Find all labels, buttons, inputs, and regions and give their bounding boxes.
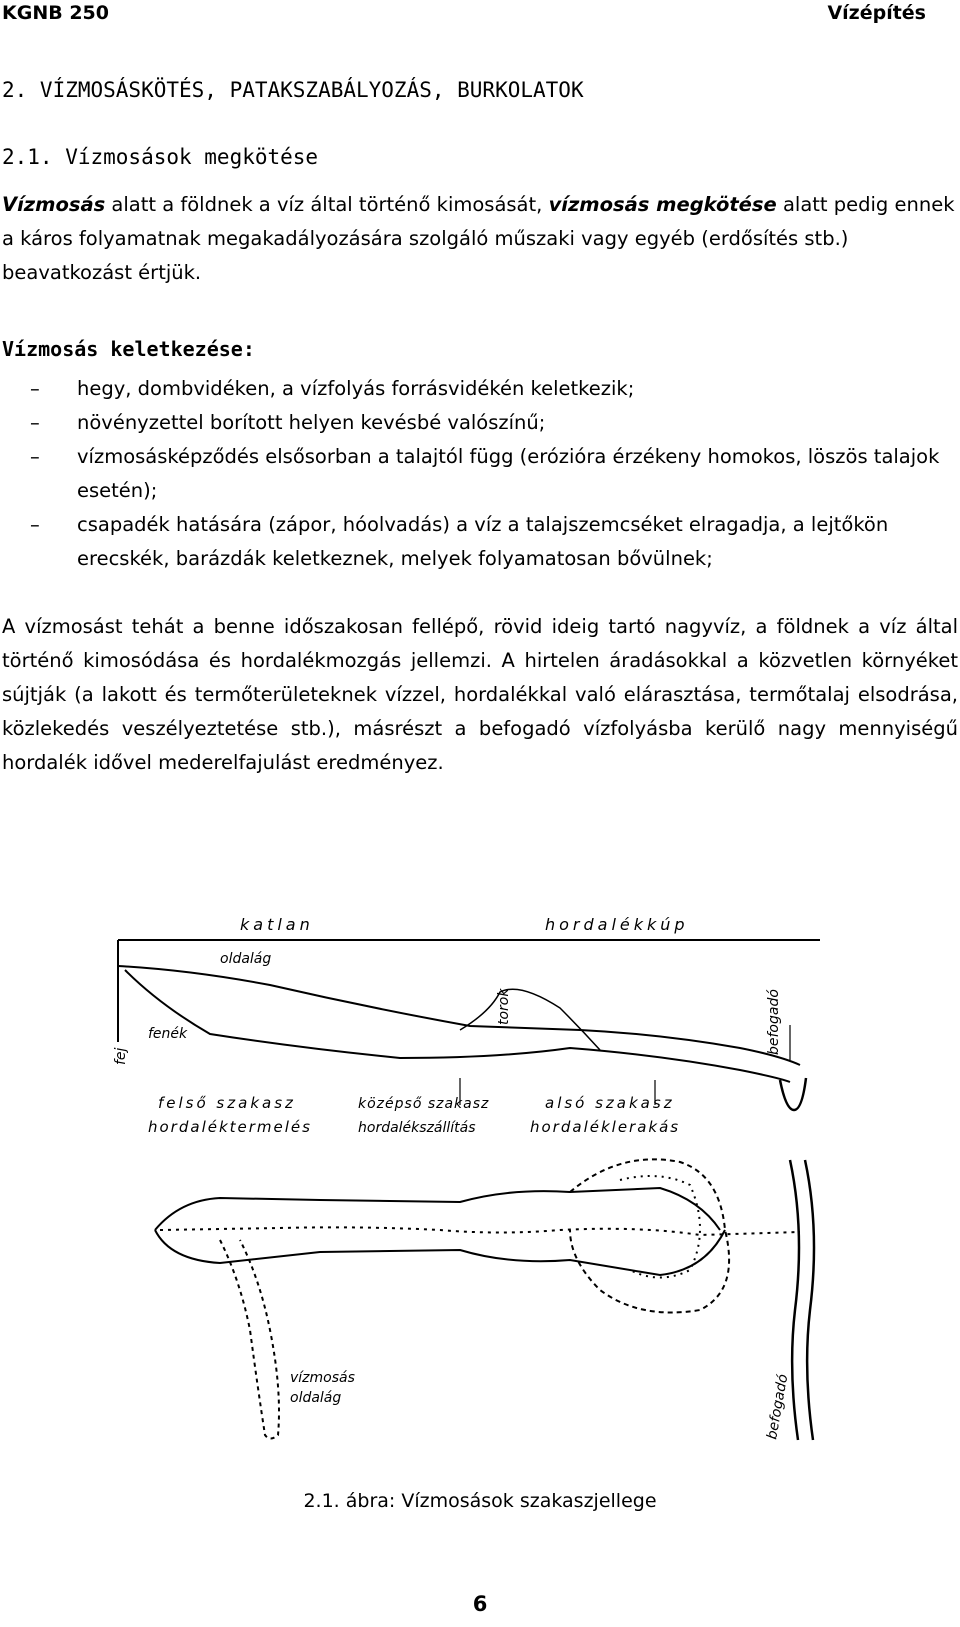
summary-paragraph: A vízmosást tehát a benne időszakosan fellépő, rövid ideig tartó nagyvíz, a földnek a víz által történő kimosódása és hordalékmozgás jellemzi. A hirtelen áradásokkal a közvetlen környéket sújtják (a lakott és termőterületeknek vízzel, hordalékkal való elárasztása, termőtalaj elsodrása, közlekedés veszélyeztetése stb.), másrészt a befogadó vízfolyásba kerülő nagy mennyiségű hordalék idővel mederelfajulást eredményez. [2,615,958,774]
gully-bank-bottom [155,1230,725,1275]
label-oldalag-bottom: oldalág [290,1390,342,1406]
gully-bank-top [155,1188,720,1230]
intro-text-2: alatt pedig ennek a káros folyamatnak megakadályozására szolgáló műszaki vagy egyéb (erdősítés stb.) beavatkozást értjük. [2,193,955,284]
chapter-title: 2. VÍZMOSÁSKÖTÉS, PATAKSZABÁLYOZÁS, BURKOLATOK [2,78,584,102]
gully-bed [125,970,790,1082]
page-number: 6 [472,1592,488,1616]
deposition-fan [570,1159,729,1312]
label-vizmosas: vízmosás [290,1370,355,1386]
side-branch [220,1240,279,1439]
label-hordalekterakas: hordaléklerakás [530,1118,681,1136]
dash-bullet: – [30,377,40,400]
label-katlan: katlan [240,915,314,934]
label-torok: torok [496,988,512,1025]
intro-text-1: alatt a földnek a víz által történő kimosását, [105,193,549,216]
label-hordalekszallitas: hordalékszállítás [358,1120,476,1136]
dash-bullet: – [30,411,40,434]
intro-paragraph [2,188,958,290]
label-befogado-top: befogadó [766,989,782,1055]
formation-list [0,372,958,576]
term-vizmosas: Vízmosás [2,193,106,216]
dash-bullet: – [30,445,40,468]
formation-heading: Vízmosás keletkezése: [2,337,255,361]
receiver-river-2 [805,1160,814,1440]
label-fenek: fenék [148,1026,188,1042]
list-item: – hegy, dombvidéken, a vízfolyás forrásvidékén keletkezik; [0,372,958,406]
gully-figure [100,915,840,1450]
list-item: – növényzettel borított helyen kevésbé valószínű; [0,406,958,440]
label-oldalag-top: oldalág [220,951,272,967]
figure-caption: 2.1. ábra: Vízmosások szakaszjellege [303,1490,657,1512]
label-hordalektermeles: hordaléktermelés [148,1118,312,1136]
label-felso-szakasz: felső szakasz [158,1094,296,1112]
side-bank [460,989,600,1050]
label-hordalekkup: hordalékkúp [545,915,689,934]
gully-channel [160,1227,800,1235]
ground-surface [118,966,800,1065]
receiver-channel [780,1078,806,1110]
fan-inner [620,1176,700,1278]
label-befogado-bottom: befogadó [764,1372,792,1441]
header-left: KGNB 250 [2,2,109,24]
label-fej: fej [113,1047,129,1065]
dash-bullet: – [30,513,40,536]
receiver-river-1 [790,1160,799,1440]
list-item: – csapadék hatására (zápor, hóolvadás) a víz a talajszemcséket elragadja, a lejtőkön erecskék, barázdák keletkeznek, melyek folyamatosan bővülnek; [0,508,958,576]
label-also-szakasz: alsó szakasz [545,1094,675,1112]
term-vizmosas-megkotese: vízmosás megkötése [548,193,777,216]
plan-view [155,1159,814,1440]
section-title: 2.1. Vízmosások megkötése [2,145,319,169]
list-item: – vízmosásképződés elsősorban a talajtól függ (erózióra érzékeny homokos, löszös talajok esetén); [0,440,958,508]
label-kozepso-szakasz: középső szakasz [358,1096,490,1112]
header-right: Vízépítés [827,2,926,24]
